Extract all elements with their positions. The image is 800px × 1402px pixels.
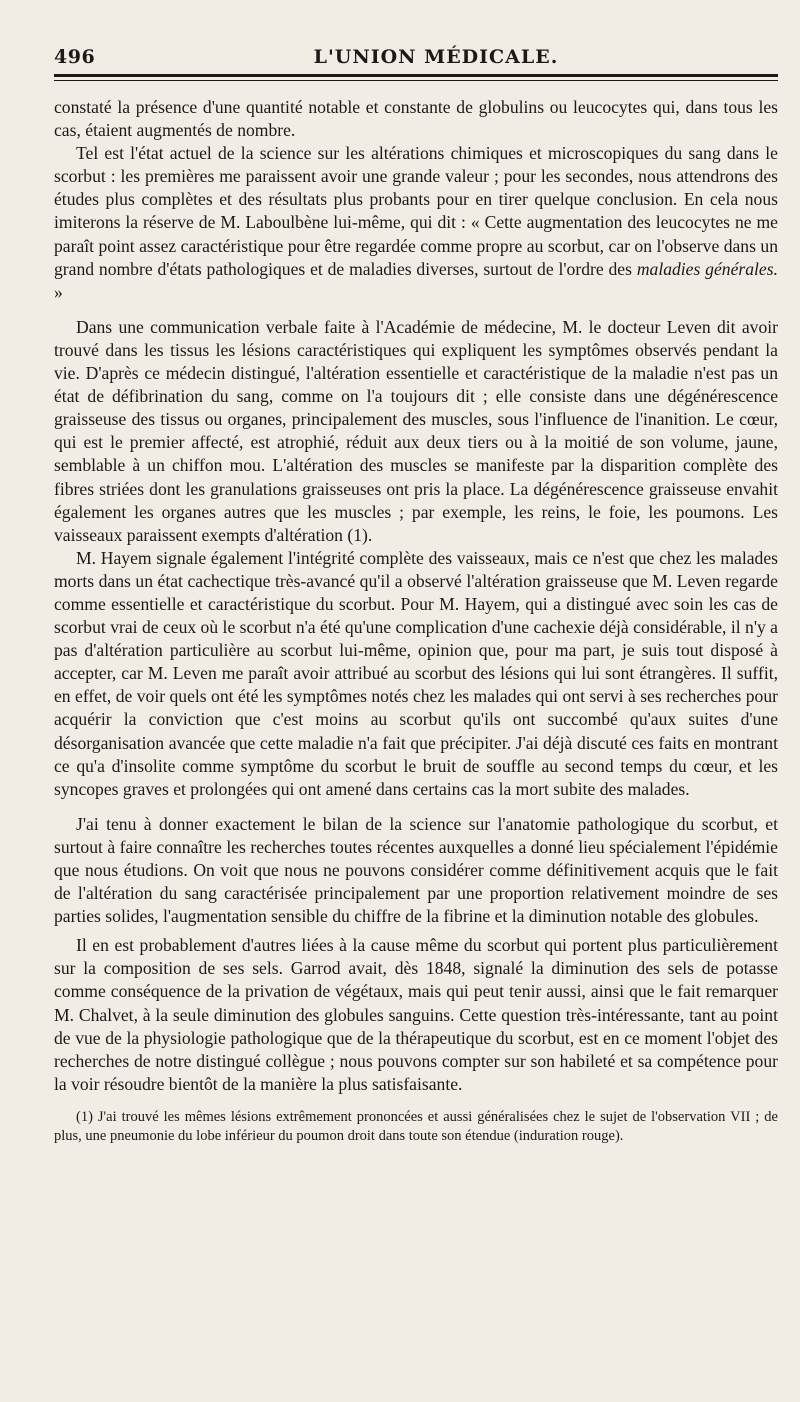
paragraph-4: M. Hayem signale également l'intégrité complète des vaisseaux, mais ce n'est que chez les malades morts dans un état cachectique très-avancé qu'il a observé l'altération graisseuse que M. Leven regarde comme essentielle et caractéristique du scorbut. Pour M. Hayem, qui a distingué avec soin les cas de scorbut vrai de ceux où le scorbut n'a été qu'une complication d'une cachexie déjà considérable, il n'y a pas d'altération particulière au scorbut lui-même, opinion que, pour ma part, je suis tout disposé à accepter, car M. Leven me paraît avoir attribué au scorbut des lésions qui lui sont étrangères. Il suffit, en effet, de voir quels ont été les symptômes notés chez les malades qui ont servi à ses recherches pour acquérir la conviction que c'est moins au scorbut qu'ils ont succombé qu'aux suites d'une désorganisation avancée que cette maladie n'a fait que précipiter. J'ai déjà discuté ces faits en montrant ce qu'a d'insolite comme symptôme du scorbut le bruit de souffle au second temps du cœur, et les syncopes graves et prolongées qui ont amené dans certains cas la mort subite des malades. — [54, 547, 778, 799]
article-body — [54, 96, 778, 1096]
paragraph-5: J'ai tenu à donner exactement le bilan de la science sur l'anatomie pathologique du scorbut, et surtout à faire connaître les recherches toutes récentes auxquelles a donné lieu spécialement l'épidémie que nous étudions. On voit que nous ne pouvons considérer comme définitivement acquis que le fait de l'altération du sang caractérisée principalement par une proportion relativement moindre de ses parties solides, l'augmentation sensible du chiffre de la fibrine et la diminution notable des globules. — [54, 813, 778, 927]
quote-italic: maladies générales. — [636, 258, 778, 279]
page-number: 496 — [54, 46, 96, 68]
quote-close: » — [54, 281, 63, 302]
paragraph-3: Dans une communication verbale faite à l'Académie de médecine, M. le docteur Leven dit avoir trouvé dans les tissus les lésions caractéristiques qui expliquent les symptômes observés pendant la vie. D'après ce médecin distingué, l'altération essentielle et caractéristique de la maladie n'est pas un état de défibrination du sang, comme on l'a toujours dit ; elle consiste dans une dégénérescence graisseuse des tissus ou organes, principalement des muscles, sous l'influence de l'inanition. Le cœur, qui est le premier affecté, est atrophié, réduit aux deux tiers ou à la moitié de son volume, jaune, semblable à un chiffon mou. L'altération des muscles se manifeste par la disparition complète des fibres striées dont les granulations graisseuses ont pris la place. La dégénérescence graisseuse envahit également les organes autres que les muscles ; par exemple, les reins, le foie, les poumons. Les vaisseaux paraissent exempts d'altération (1). — [54, 316, 778, 545]
header-rule — [54, 74, 778, 77]
running-title: L'UNION MÉDICALE. — [313, 46, 559, 68]
footnote: (1) J'ai trouvé les mêmes lésions extrêmement prononcées et aussi généralisées chez le sujet de l'observation VII ; de plus, une pneumonie du lobe inférieur du poumon droit dans toute son étendue (induration rouge). — [54, 1108, 778, 1144]
paragraph-2 — [54, 142, 778, 304]
paragraph-1: constaté la présence d'une quantité notable et constante de globulins ou leucocytes qui, dans tous les cas, étaient augmentés de nombre. — [54, 97, 778, 141]
paragraph-2-text: Tel est l'état actuel de la science sur les altérations chimiques et microscopiques du sang dans le scorbut : les premières me paraissent avoir une grande valeur ; pour les secondes, nous attendrons des études plus complètes et des résultats plus probants pour en tirer quelque conclusion. En cela nous imiterons la réserve de M. Laboulbène lui-même, qui dit : « Cette augmentation des leucocytes ne me paraît point assez caractéristique pour être regardée comme propre au scorbut, car on l'observe dans un grand nombre d'états pathologiques et de maladies diverses, surtout de l'ordre des — [54, 143, 778, 279]
paragraph-6: Il en est probablement d'autres liées à la cause même du scorbut qui portent plus particulièrement sur la composition de ses sels. Garrod avait, dès 1848, signalé la diminution des sels de potasse comme conséquence de la privation de végétaux, mais qui peut tenir aussi, ainsi que le fait remarquer M. Chalvet, à la seule diminution des globules sanguins. Cette question très-intéressante, tant au point de vue de la physiologie pathologique que de la thérapeutique du scorbut, est en ce moment l'objet des recherches de notre distingué collègue ; nous pouvons compter sur son habileté et sa compétence pour la voir résoudre bientôt de la manière la plus satisfaisante. — [54, 935, 778, 1094]
header-rule-thin — [54, 80, 778, 81]
page-header — [54, 0, 778, 76]
